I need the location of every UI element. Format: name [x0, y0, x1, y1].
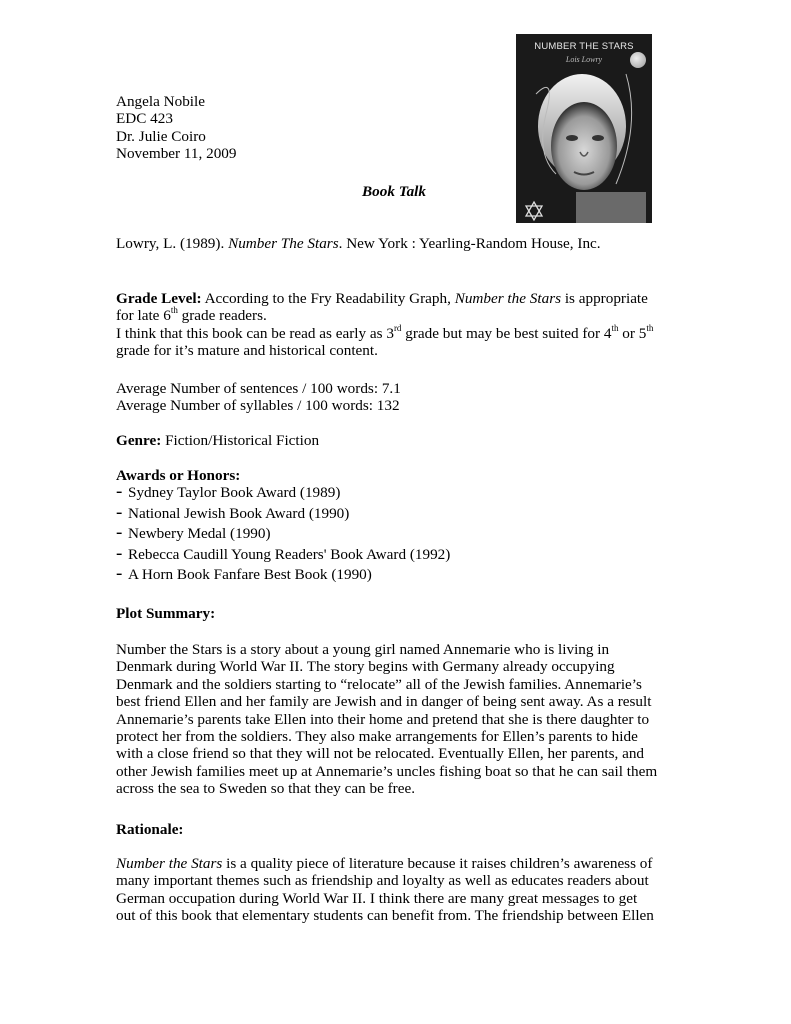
text-line: Denmark and the soldiers starting to “relocate” all of the Jewish families. Annemarie’s: [116, 675, 642, 693]
grade-level-line3-end: or 5: [618, 324, 647, 342]
citation-pre: Lowry, L. (1989).: [116, 235, 229, 252]
awards-label: Awards or Honors:: [116, 467, 241, 484]
text-line: with a close friend so that they will not be relocated. Eventually Ellen, her parents, and: [116, 745, 645, 763]
cover-title: NUMBER THE STARS: [534, 41, 634, 52]
book-cover-image: [516, 34, 652, 223]
rationale-book-title: Number the Stars: [116, 855, 223, 872]
text-line: Denmark during World War II. The story begins with Germany already occupying: [116, 658, 615, 676]
header-block: [116, 93, 237, 163]
document-title: Book Talk: [362, 183, 426, 200]
document-date: November 11, 2009: [116, 145, 237, 163]
text-line: best friend Ellen and her family are Jewish and in danger of being sent away. As a result: [116, 693, 652, 711]
text-line: across the sea to Sweden so that they can be free.: [116, 780, 415, 798]
grade-level-section: [116, 290, 676, 360]
newbery-medal-icon: [630, 52, 646, 68]
sentences-stat: Average Number of sentences / 100 words: 7.1: [116, 380, 401, 397]
readability-stats: [116, 380, 401, 415]
awards-section: [116, 467, 450, 585]
plot-summary-text: [116, 641, 686, 798]
grade-level-label: Grade Level:: [116, 290, 202, 307]
genre-section: [116, 432, 319, 449]
grade-level-line2-end: grade readers.: [177, 307, 267, 325]
grade-level-line3-mid: grade but may be best suited for 4: [401, 324, 612, 342]
text-line: out of this book that elementary students can benefit from. The friendship between Ellen: [116, 907, 654, 925]
text-line: is a quality piece of literature because it raises children’s awareness of: [222, 855, 653, 872]
grade-level-line3: I think that this book can be read as early as 3: [116, 324, 394, 342]
superscript: th: [170, 305, 178, 316]
citation: [116, 235, 601, 252]
superscript: rd: [393, 322, 402, 333]
text-line: other Jewish families meet up at Annemarie’s uncles fishing boat so that he can sail them: [116, 762, 658, 780]
text-line: German occupation during World War II. I think there are many great messages to get: [116, 889, 638, 907]
syllables-stat: Average Number of syllables / 100 words: 132: [116, 397, 400, 415]
text-line: many important themes such as friendship and loyalty as well as educates readers about: [116, 872, 649, 890]
superscript: th: [646, 322, 654, 333]
list-item: - Newbery Medal (1990): [116, 524, 450, 544]
grade-level-text: According to the Fry Readability Graph,: [201, 290, 455, 307]
plot-summary-label: Plot Summary:: [116, 605, 216, 622]
list-item: - National Jewish Book Award (1990): [116, 504, 450, 524]
rationale-label: Rationale:: [116, 821, 184, 838]
instructor-name: Dr. Julie Coiro: [116, 127, 206, 145]
rationale-text: [116, 855, 686, 925]
list-item: - A Horn Book Fanfare Best Book (1990): [116, 565, 450, 585]
citation-post: . New York : Yearling-Random House, Inc.: [338, 235, 601, 252]
awards-list: [116, 483, 450, 585]
text-line: protect her from the soldiers. They also make arrangements for Ellen’s parents to hide: [116, 728, 638, 746]
text-line: Number the Stars is a story about a young girl named Annemarie who is living in: [116, 641, 610, 658]
course-code: EDC 423: [116, 110, 173, 128]
genre-value: Fiction/Historical Fiction: [161, 432, 320, 449]
grade-level-line2: for late 6: [116, 307, 171, 325]
text-line: Annemarie’s parents take Ellen into their home and pretend that she is there daughter to: [116, 710, 650, 728]
superscript: th: [611, 322, 619, 333]
grade-level-line4: grade for it’s mature and historical content.: [116, 342, 378, 360]
grade-level-text-end: is appropriate: [561, 290, 648, 307]
list-item: - Rebecca Caudill Young Readers' Book Award (1992): [116, 545, 450, 565]
genre-label: Genre:: [116, 432, 162, 449]
author-name: Angela Nobile: [116, 93, 205, 110]
citation-title: Number The Stars: [228, 235, 339, 252]
grade-level-book-title: Number the Stars: [454, 290, 562, 307]
cover-author: Lois Lowry: [565, 55, 603, 64]
list-item: - Sydney Taylor Book Award (1989): [116, 483, 450, 503]
